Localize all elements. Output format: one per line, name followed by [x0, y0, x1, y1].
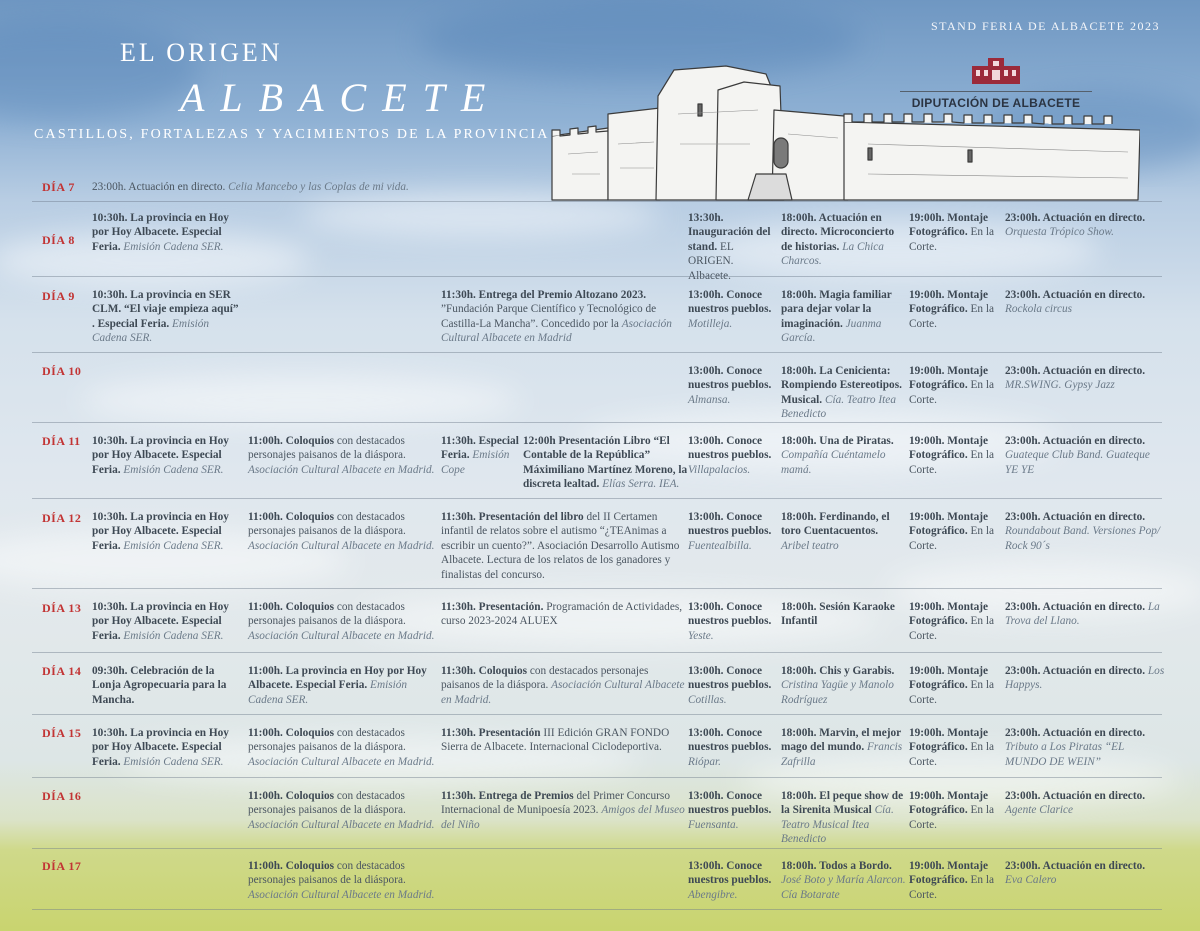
row-divider [32, 848, 1162, 849]
day-label: DÍA 9 [42, 289, 75, 303]
event-cell: 11:30h. Entrega de Premios del Primer Concurso Internacional de Munipoesía 2023. Amigos del Museo del Niño [441, 790, 685, 831]
event-cell: 18:00h. El peque show de la Sirenita Musical Cía. Teatro Musical Itea Benedicto [781, 790, 904, 846]
day-label: DÍA 12 [42, 511, 82, 525]
logo-rule [900, 91, 1092, 92]
event-cell: 13:00h. Conoce nuestros pueblos. Riópar. [688, 727, 772, 768]
event-cell: 10:30h. La provincia en Hoy por Hoy Albacete. Especial Feria. Emisión Cadena SER. [92, 511, 229, 552]
row-divider [32, 714, 1162, 715]
event-cell: 13:00h. Conoce nuestros pueblos. Almansa. [688, 365, 772, 406]
event-cell: 19:00h. Montaje Fotográfico. En la Corte. [909, 365, 995, 406]
day-label: DÍA 13 [42, 601, 82, 615]
event-cell: 23:00h. Actuación en directo. Orquesta Trópico Show. [1005, 212, 1146, 239]
subtitle: CASTILLOS, FORTALEZAS Y YACIMIENTOS DE LA PROVINCIA [34, 127, 550, 142]
row-divider [32, 201, 1162, 202]
event-cell: 11:30h. Especial Feria. Emisión Cope [441, 435, 519, 476]
event-cell: 11:00h. Coloquios con destacados personajes paisanos de la diáspora. Asociación Cultural Albacete en Madrid. [248, 790, 435, 831]
event-cell: 23:00h. Actuación en directo. Agente Clarice [1005, 790, 1146, 817]
title-line-1: EL ORIGEN [120, 38, 283, 67]
event-cell: 18:00h. Marvin, el mejor mago del mundo. Francis Zafrilla [781, 727, 903, 768]
event-cell: 13:00h. Conoce nuestros pueblos. Cotillas. [688, 665, 772, 706]
row-divider [32, 588, 1162, 589]
day-label: DÍA 16 [42, 789, 82, 803]
event-cell: 11:00h. La provincia en Hoy por Hoy Albacete. Especial Feria. Emisión Cadena SER. [248, 665, 427, 706]
event-cell: 13:00h. Conoce nuestros pueblos. Yeste. [688, 601, 772, 642]
event-cell: 10:30h. La provincia en Hoy por Hoy Albacete. Especial Feria. Emisión Cadena SER. [92, 601, 229, 642]
event-cell: 11:00h. Coloquios con destacados personajes paisanos de la diáspora. Asociación Cultural Albacete en Madrid. [248, 860, 435, 901]
event-cell: 18:00h. Chis y Garabis. Cristina Yagüe y Manolo Rodríguez [781, 665, 895, 706]
event-cell: 18:00h. Magia familiar para dejar volar la imaginación. Juanma García. [781, 289, 892, 345]
event-cell: 11:00h. Coloquios con destacados personajes paisanos de la diáspora. Asociación Cultural Albacete en Madrid. [248, 435, 435, 476]
row-divider [32, 909, 1162, 910]
event-cell: 23:00h. Actuación en directo. Rockola circus [1005, 289, 1146, 316]
event-cell: 11:30h. Presentación III Edición GRAN FONDO Sierra de Albacete. Internacional Ciclodeportiva. [441, 727, 670, 754]
event-banner: STAND FERIA DE ALBACETE 2023 [930, 19, 1160, 33]
event-cell: 13:00h. Conoce nuestros pueblos. Abengibre. [688, 860, 772, 901]
event-cell: 13:30h. Inauguración del stand. EL ORIGEN. Albacete. [688, 212, 771, 282]
event-cell: 19:00h. Montaje Fotográfico. En la Corte. [909, 212, 995, 253]
day-label: DÍA 7 [42, 180, 75, 194]
palace-icon [968, 56, 1024, 86]
event-cell: 19:00h. Montaje Fotográfico. En la Corte. [909, 289, 995, 330]
event-cell: 10:30h. La provincia en SER CLM. “El viaje empieza aquí” . Especial Feria. Emisión Cadena SER. [92, 289, 239, 345]
event-cell: 18:00h. Todos a Bordo. José Boto y María Alarcon. Cía Botarate [781, 860, 906, 901]
event-cell: 18:00h. Una de Piratas. Compañía Cuéntamelo mamá. [781, 435, 894, 476]
row-divider [32, 352, 1162, 353]
event-cell: 11:30h. Coloquios con destacados personajes paisanos de la diáspora. Asociación Cultural Albacete en Madrid. [441, 665, 685, 706]
event-cell: 11:00h. Coloquios con destacados personajes paisanos de la diáspora. Asociación Cultural Albacete en Madrid. [248, 727, 435, 768]
event-cell: 23:00h. Actuación en directo. Tributo a Los Piratas “EL MUNDO DE WEIN” [1005, 727, 1146, 768]
row-divider [32, 652, 1162, 653]
event-cell: 09:30h. Celebración de la Lonja Agropecuaria para la Mancha. [92, 665, 227, 706]
row-divider [32, 777, 1162, 778]
event-cell: 13:00h. Conoce nuestros pueblos. Villapalacios. [688, 435, 772, 476]
event-cell: 19:00h. Montaje Fotográfico. En la Corte. [909, 860, 995, 901]
event-cell: 18:00h. Actuación en directo. Microconcierto de historias. La Chica Charcos. [781, 212, 895, 268]
event-cell: 11:30h. Presentación. Programación de Actividades, curso 2023-2024 ALUEX [441, 601, 683, 628]
event-cell: 19:00h. Montaje Fotográfico. En la Corte. [909, 601, 995, 642]
event-cell: 11:30h. Presentación del libro del II Certamen infantil de relatos sobre el autismo “¿TEAnimas a escribir un cuento?”. Asociación Desarrollo Autismo Albacete. Lectura de los relatos de los ganadores y finalistas del concurso. [441, 511, 680, 581]
day-label: DÍA 17 [42, 859, 82, 873]
event-cell: 19:00h. Montaje Fotográfico. En la Corte. [909, 727, 995, 768]
event-cell: 11:00h. Coloquios con destacados personajes paisanos de la diáspora. Asociación Cultural Albacete en Madrid. [248, 511, 435, 552]
day-label: DÍA 11 [42, 434, 81, 448]
event-cell: 23:00h. Actuación en directo. Guateque Club Band. Guateque YE YE [1005, 435, 1150, 476]
title-line-2: ALBACETE [180, 75, 502, 120]
event-cell: 23:00h. Actuación en directo. La Trova del Llano. [1005, 601, 1160, 628]
diputacion-logo [896, 56, 1096, 110]
event-cell: 19:00h. Montaje Fotográfico. En la Corte. [909, 665, 995, 706]
event-cell: 18:00h. La Cenicienta: Rompiendo Estereotipos. Musical. Cía. Teatro Itea Benedicto [781, 365, 902, 421]
event-cell: 19:00h. Montaje Fotográfico. En la Corte. [909, 790, 995, 831]
event-cell: 13:00h. Conoce nuestros pueblos. Motilleja. [688, 289, 772, 330]
day-label: DÍA 14 [42, 664, 82, 678]
event-cell: 10:30h. La provincia en Hoy por Hoy Albacete. Especial Feria. Emisión Cadena SER. [92, 435, 229, 476]
event-cell: 19:00h. Montaje Fotográfico. En la Corte. [909, 435, 995, 476]
event-cell: 23:00h. Actuación en directo. Roundabout Band. Versiones Pop/ Rock 90´s [1005, 511, 1161, 552]
day-label: DÍA 8 [42, 233, 75, 247]
event-cell: 18:00h. Sesión Karaoke Infantil [781, 601, 895, 628]
event-cell: 23:00h. Actuación en directo. Eva Calero [1005, 860, 1146, 887]
event-cell: 10:30h. La provincia en Hoy por Hoy Albacete. Especial Feria. Emisión Cadena SER. [92, 727, 229, 768]
day-label: DÍA 10 [42, 364, 82, 378]
day-label: DÍA 15 [42, 726, 82, 740]
event-cell: 13:00h. Conoce nuestros pueblos. Fuentealbilla. [688, 511, 772, 552]
event-cell: 19:00h. Montaje Fotográfico. En la Corte. [909, 511, 995, 552]
logo-text: DIPUTACIÓN DE ALBACETE [911, 96, 1081, 110]
event-cell: 13:00h. Conoce nuestros pueblos. Fuensanta. [688, 790, 772, 831]
event-cell: 23:00h. Actuación en directo. Celia Mancebo y las Coplas de mi vida. [92, 181, 409, 193]
event-cell: 11:30h. Entrega del Premio Altozano 2023. ”Fundación Parque Científico y Tecnológico de Castilla-La Mancha”. Concedido por la Asociación Cultural Albacete en Madrid [441, 289, 672, 345]
event-cell: 11:00h. Coloquios con destacados personajes paisanos de la diáspora. Asociación Cultural Albacete en Madrid. [248, 601, 435, 642]
row-divider [32, 422, 1162, 423]
row-divider [32, 276, 1162, 277]
event-cell: 12:00h Presentación Libro “El Contable de la República” Máximiliano Martínez Moreno, la discreta lealtad. Elías Serra. IEA. [523, 435, 688, 491]
event-cell: 23:00h. Actuación en directo. Los Happys. [1005, 665, 1165, 692]
event-cell: 23:00h. Actuación en directo. MR.SWING. Gypsy Jazz [1005, 365, 1146, 392]
event-cell: 10:30h. La provincia en Hoy por Hoy Albacete. Especial Feria. Emisión Cadena SER. [92, 212, 229, 253]
row-divider [32, 498, 1162, 499]
event-cell: 18:00h. Ferdinando, el toro Cuentacuentos. Aribel teatro [781, 511, 890, 552]
